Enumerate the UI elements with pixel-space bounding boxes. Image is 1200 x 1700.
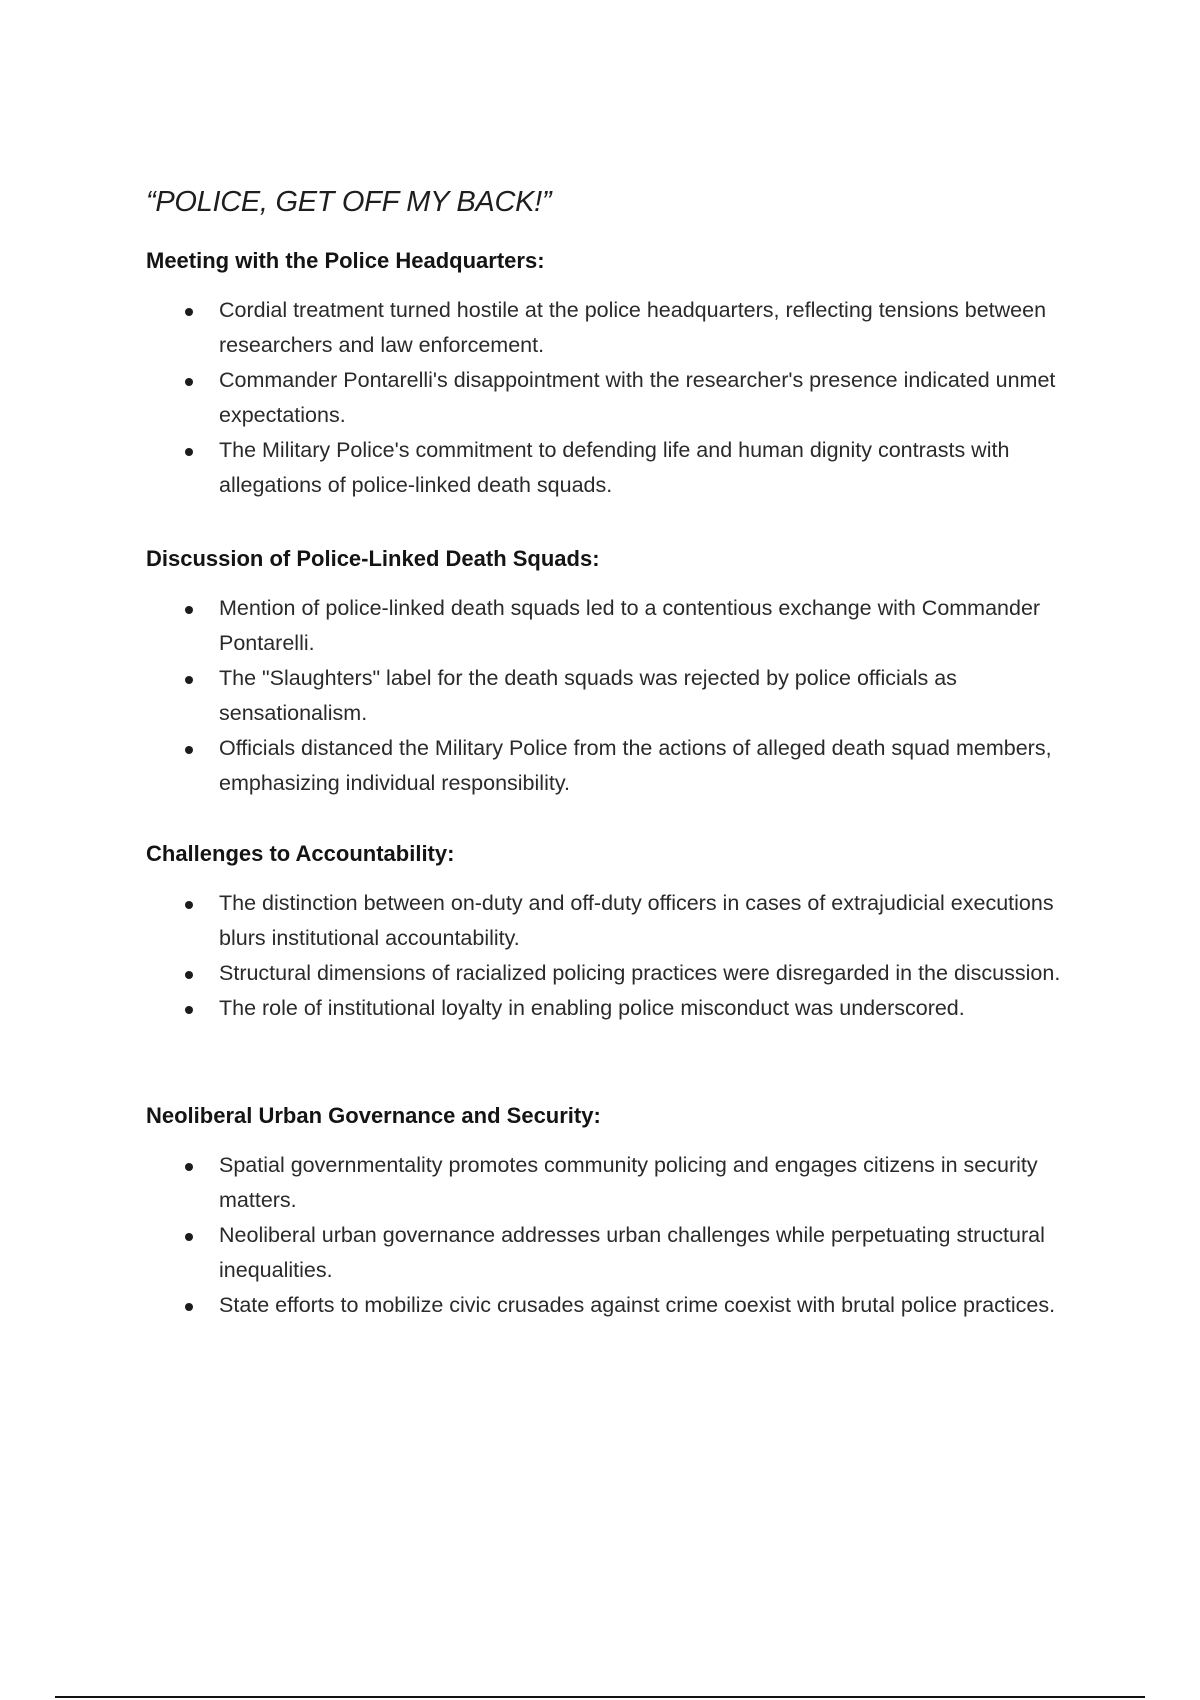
list-item-text: The Military Police's commitment to defending life and human dignity contrasts with allegations of police-linked death squads. bbox=[219, 438, 1010, 497]
section-heading: Challenges to Accountability: bbox=[146, 841, 455, 866]
list-item bbox=[146, 363, 1086, 433]
list-item-text: The distinction between on-duty and off-duty officers in cases of extrajudicial executions blurs institutional accountability. bbox=[219, 891, 1054, 950]
list-item bbox=[146, 886, 1086, 956]
list-item bbox=[146, 1218, 1086, 1288]
section-neoliberal-governance bbox=[146, 1102, 1086, 1323]
section-police-headquarters bbox=[146, 247, 1086, 503]
list-item-text: The role of institutional loyalty in enabling police misconduct was underscored. bbox=[219, 996, 965, 1020]
list-item bbox=[146, 956, 1086, 991]
list-item bbox=[146, 293, 1086, 363]
list-item-text: The "Slaughters" label for the death squads was rejected by police officials as sensationalism. bbox=[219, 666, 957, 725]
list-item bbox=[146, 991, 1086, 1026]
bullet-icon bbox=[185, 1163, 193, 1171]
section-accountability bbox=[146, 840, 1086, 1026]
bullet-list bbox=[146, 886, 1086, 1026]
section-heading: Neoliberal Urban Governance and Security: bbox=[146, 1103, 601, 1128]
list-item bbox=[146, 433, 1086, 503]
bullet-icon bbox=[185, 378, 193, 386]
bullet-icon bbox=[185, 1303, 193, 1311]
list-item-text: Cordial treatment turned hostile at the police headquarters, reflecting tensions between researchers and law enforcement. bbox=[219, 298, 1047, 357]
list-item-text: Commander Pontarelli's disappointment with the researcher's presence indicated unmet expectations. bbox=[219, 368, 1056, 427]
list-item-text: Officials distanced the Military Police from the actions of alleged death squad members, emphasizing individual responsibility. bbox=[219, 736, 1052, 795]
list-item-text: Mention of police-linked death squads led to a contentious exchange with Commander Pontarelli. bbox=[219, 596, 1041, 655]
section-heading: Discussion of Police-Linked Death Squads: bbox=[146, 546, 600, 571]
bullet-list bbox=[146, 1148, 1086, 1323]
bullet-list bbox=[146, 293, 1086, 503]
list-item-text: Neoliberal urban governance addresses urban challenges while perpetuating structural inequalities. bbox=[219, 1223, 1045, 1282]
bullet-icon bbox=[185, 606, 193, 614]
bullet-icon bbox=[185, 746, 193, 754]
list-item bbox=[146, 1148, 1086, 1218]
document-title: “POLICE, GET OFF MY BACK!” bbox=[146, 186, 552, 218]
list-item-text: Spatial governmentality promotes community policing and engages citizens in security matters. bbox=[219, 1153, 1038, 1212]
bullet-list bbox=[146, 591, 1086, 801]
section-heading: Meeting with the Police Headquarters: bbox=[146, 248, 545, 273]
bullet-icon bbox=[185, 308, 193, 316]
bullet-icon bbox=[185, 448, 193, 456]
list-item bbox=[146, 591, 1086, 661]
bullet-icon bbox=[185, 971, 193, 979]
bullet-icon bbox=[185, 901, 193, 909]
list-item bbox=[146, 661, 1086, 731]
section-death-squads bbox=[146, 545, 1086, 801]
bullet-icon bbox=[185, 1006, 193, 1014]
footer-divider bbox=[55, 1696, 1145, 1698]
bullet-icon bbox=[185, 1233, 193, 1241]
bullet-icon bbox=[185, 676, 193, 684]
list-item-text: State efforts to mobilize civic crusades against crime coexist with brutal police practices. bbox=[219, 1293, 1056, 1317]
list-item bbox=[146, 731, 1086, 801]
list-item-text: Structural dimensions of racialized policing practices were disregarded in the discussion. bbox=[219, 961, 1061, 985]
list-item bbox=[146, 1288, 1086, 1323]
